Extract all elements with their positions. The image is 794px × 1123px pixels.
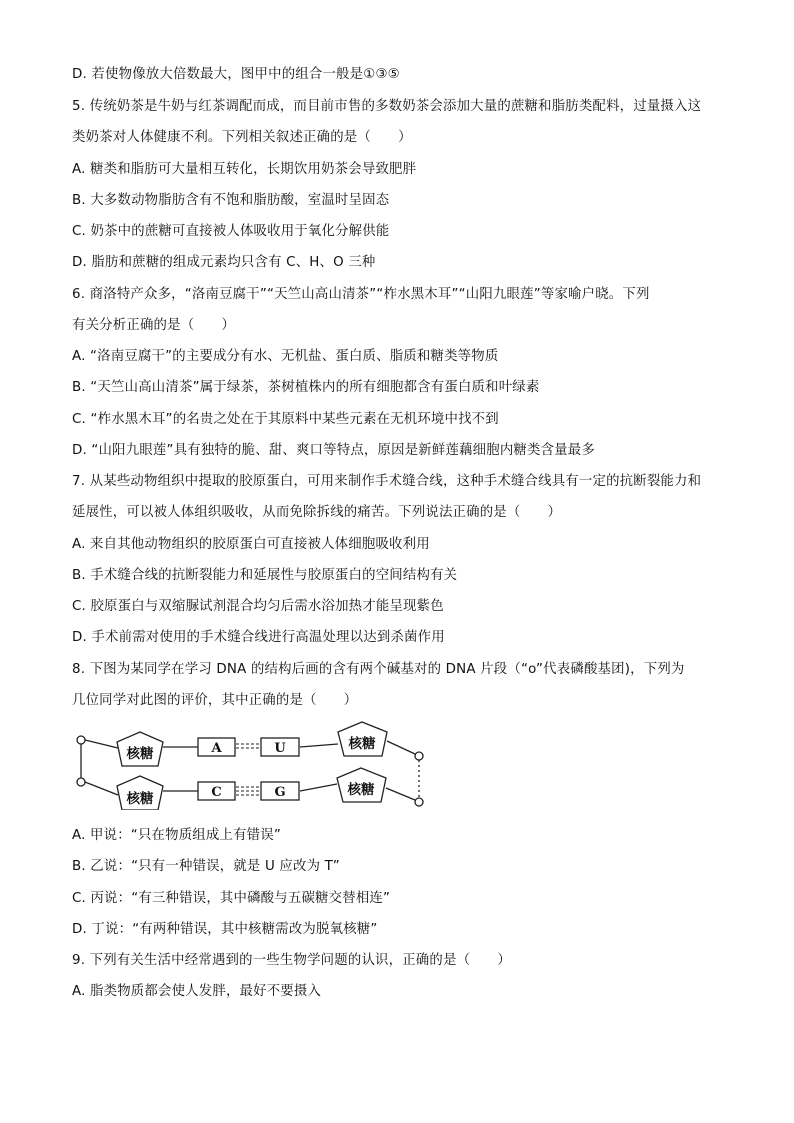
base-label: U (274, 741, 286, 756)
line-14: 延展性，可以被人体组织吸收，从而免除拆线的痛苦。下列说法正确的是（ ） (72, 505, 562, 520)
line-6: D. 脂肪和蔗糖的组成元素均只含有 C、H、O 三种 (72, 255, 376, 270)
sugar-label: 核糖 (126, 791, 154, 807)
line-4: B. 大多数动物脂肪含有不饱和脂肪酸，室温时呈固态 (72, 193, 390, 208)
line-23: C. 丙说：“有三种错误，其中磷酸与五碳糖交替相连” (72, 891, 391, 906)
line-5: C. 奶茶中的蔗糖可直接被人体吸收用于氧化分解供能 (72, 224, 390, 239)
base-label: A (211, 741, 222, 756)
phosphate-circle (415, 798, 423, 806)
line-9: A. “洛南豆腐干”的主要成分有水、无机盐、蛋白质、脂质和糖类等物质 (72, 349, 499, 364)
line-22: B. 乙说：“只有一种错误，就是 U 应改为 T” (72, 859, 340, 874)
line-19: 8. 下图为某同学在学习 DNA 的结构后画的含有两个碱基对的 DNA 片段（“o”代表磷酸基团)，下列为 (72, 662, 685, 677)
line-26: A. 脂类物质都会使人发胖，最好不要摄入 (72, 984, 322, 999)
phosphate-circle (77, 736, 85, 744)
line-8: 有关分析正确的是（ ） (72, 318, 236, 333)
line-25: 9. 下列有关生活中经常遇到的一些生物学问题的认识，正确的是（ ） (72, 953, 511, 968)
sugar-label: 核糖 (348, 736, 376, 752)
line-10: B. “天竺山高山清茶”属于绿茶，茶树植株内的所有细胞都含有蛋白质和叶绿素 (72, 380, 540, 395)
line-3: A. 糖类和脂肪可大量相互转化，长期饮用奶茶会导致肥胖 (72, 162, 417, 177)
line-20: 几位同学对此图的评价，其中正确的是（ ） (72, 693, 358, 708)
sugar-label: 核糖 (347, 782, 375, 798)
base-label: G (274, 785, 286, 800)
line-16: B. 手术缝合线的抗断裂能力和延展性与胶原蛋白的空间结构有关 (72, 568, 458, 583)
line-12: D. “山阳九眼莲”具有独特的脆、甜、爽口等特点，原因是新鲜莲藕细胞内糖类含量最多 (72, 443, 595, 458)
base-label: C (211, 785, 222, 800)
line-11: C. “柞水黑木耳”的名贵之处在于其原料中某些元素在无机环境中找不到 (72, 412, 499, 427)
phosphate-circle (415, 752, 423, 760)
line-15: A. 来自其他动物组织的胶原蛋白可直接被人体细胞吸收利用 (72, 537, 430, 552)
line-13: 7. 从某些动物组织中提取的胶原蛋白，可用来制作手术缝合线，这种手术缝合线具有一定的抗断裂能力和 (72, 474, 702, 489)
dna-fragment-diagram (70, 718, 430, 810)
line-18: D. 手术前需对使用的手术缝合线进行高温处理以达到杀菌作用 (72, 630, 445, 645)
line-17: C. 胶原蛋白与双缩脲试剂混合均匀后需水浴加热才能呈现紫色 (72, 599, 444, 614)
line-1: 5. 传统奶茶是牛奶与红茶调配而成，而目前市售的多数奶茶会添加大量的蔗糖和脂肪类配料，过量摄入这 (72, 99, 702, 114)
phosphate-circle (77, 778, 85, 786)
line-7: 6. 商洛特产众多，“洛南豆腐干”“天竺山高山清茶”“柞水黑木耳”“山阳九眼莲”等家喻户晓。下列 (72, 287, 650, 302)
line-2: 类奶茶对人体健康不利。下列相关叙述正确的是（ ） (72, 130, 412, 145)
sugar-label: 核糖 (126, 746, 154, 762)
line-24: D. 丁说：“有两种错误，其中核糖需改为脱氧核糖” (72, 922, 378, 937)
line-0: D. 若使物像放大倍数最大，图甲中的组合一般是①③⑤ (72, 67, 400, 82)
line-21: A. 甲说：“只在物质组成上有错误” (72, 828, 281, 843)
